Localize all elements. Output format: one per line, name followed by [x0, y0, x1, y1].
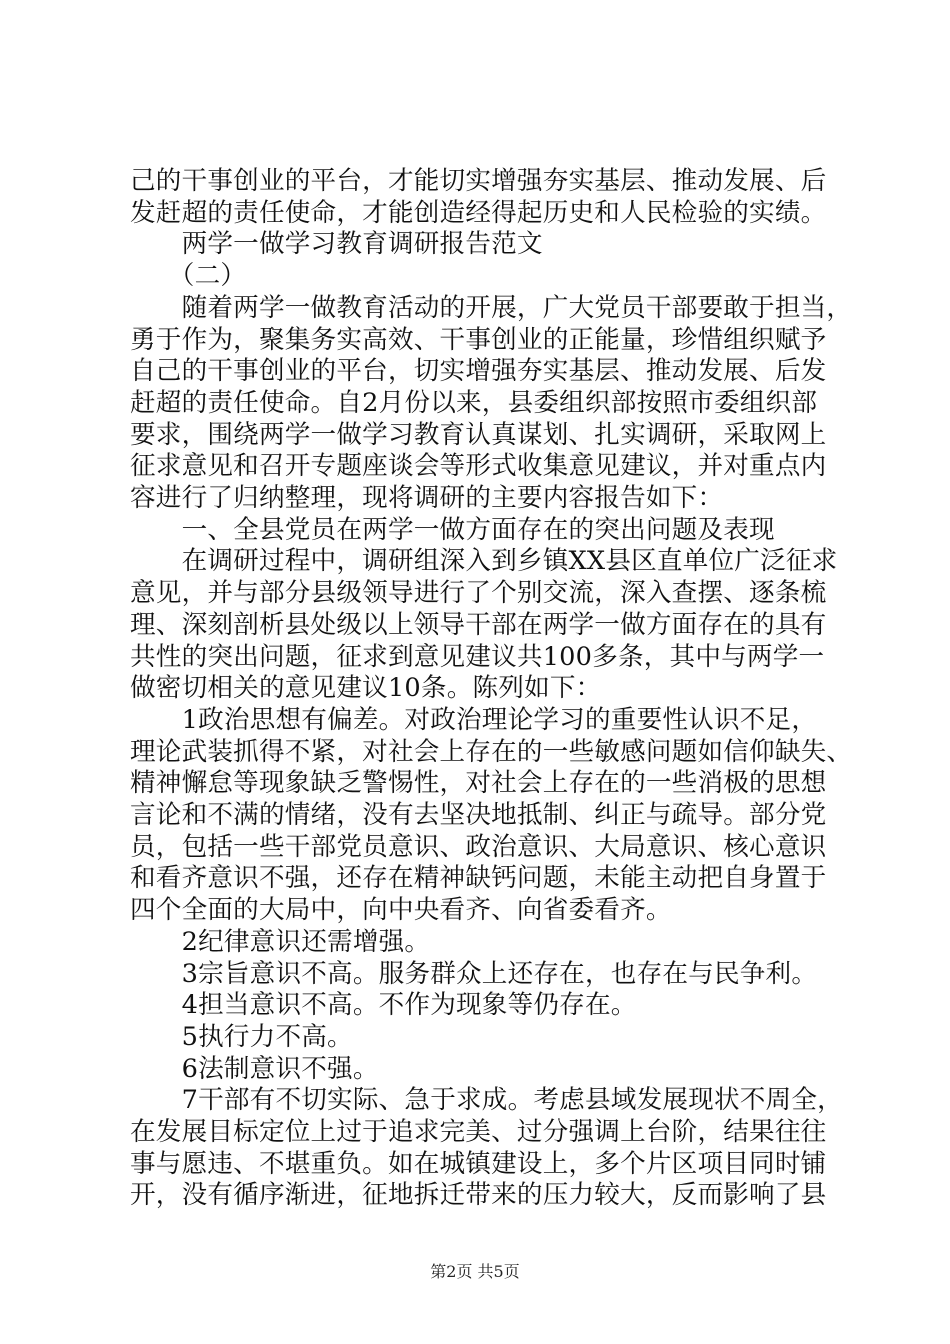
- text-line: 征求意见和召开专题座谈会等形式收集意见建议，并对重点内: [130, 451, 827, 482]
- text-line: 2纪律意识还需增强。: [130, 926, 431, 957]
- text-line: 做密切相关的意见建议10条。陈列如下：: [130, 673, 602, 704]
- text-line: 共性的突出问题，征求到意见建议共100多条，其中与两学一: [130, 641, 825, 672]
- text-line: 3宗旨意识不高。服务群众上还存在，也存在与民争利。: [130, 958, 818, 989]
- text-line: 意见，并与部分县级领导进行了个别交流，深入查摆、逐条梳: [130, 578, 827, 609]
- text-line: 一、全县党员在两学一做方面存在的突出问题及表现: [130, 514, 775, 545]
- text-line: 6法制意识不强。: [130, 1053, 379, 1084]
- text-line: 己的干事创业的平台，才能切实增强夯实基层、推动发展、后: [130, 166, 827, 196]
- text-line: 事与愿违、不堪重负。如在城镇建设上，多个片区项目同时铺: [130, 1148, 827, 1179]
- page-footer: 第2页 共5页: [430, 1262, 520, 1281]
- text-line: 员，包括一些干部党员意识、政治意识、大局意识、核心意识: [130, 831, 827, 862]
- text-line: 理论武装抓得不紧，对社会上存在的一些敏感问题如信仰缺失、: [130, 736, 853, 767]
- text-line: 开，没有循序渐进，征地拆迁带来的压力较大，反而影响了县: [130, 1180, 827, 1211]
- text-line: 随着两学一做教育活动的开展，广大党员干部要敢于担当，: [130, 292, 853, 323]
- text-line: 勇于作为，聚集务实高效、干事创业的正能量，珍惜组织赋予: [130, 324, 827, 355]
- text-line: 言论和不满的情绪，没有去坚决地抵制、纠正与疏导。部分党: [130, 800, 827, 830]
- text-line: 5执行力不高。: [130, 1021, 353, 1052]
- text-line: 和看齐意识不强，还存在精神缺钙问题，未能主动把自身置于: [130, 863, 827, 894]
- text-line: 自己的干事创业的平台，切实增强夯实基层、推动发展、后发: [130, 356, 827, 387]
- text-line: 容进行了归纳整理，现将调研的主要内容报告如下：: [130, 483, 724, 513]
- text-line: 理、深刻剖析县处级以上领导干部在两学一做方面存在的具有: [130, 609, 827, 640]
- text-line: 1政治思想有偏差。对政治理论学习的重要性认识不足，: [130, 704, 818, 735]
- text-line: 7干部有不切实际、急于求成。考虑县域发展现状不周全，: [130, 1085, 843, 1116]
- text-line: （二）: [130, 261, 247, 292]
- text-line: 发赶超的责任使命，才能创造经得起历史和人民检验的实绩。: [130, 197, 827, 228]
- text-line: 赶超的责任使命。自2月份以来，县委组织部按照市委组织部: [130, 387, 818, 418]
- text-line: 要求，围绕两学一做学习教育认真谋划、扎实调研，采取网上: [130, 419, 827, 450]
- text-line: 在调研过程中，调研组深入到乡镇XX县区直单位广泛征求: [130, 546, 838, 577]
- text-line: 四个全面的大局中，向中央看齐、向省委看齐。: [130, 895, 672, 926]
- text-line: 两学一做学习教育调研报告范文: [130, 229, 543, 260]
- text-line: 精神懈怠等现象缺乏警惕性，对社会上存在的一些消极的思想: [130, 768, 827, 799]
- text-line: 在发展目标定位上过于追求完美、过分强调上台阶，结果往往: [130, 1117, 827, 1147]
- text-line: 4担当意识不高。不作为现象等仍存在。: [130, 990, 637, 1021]
